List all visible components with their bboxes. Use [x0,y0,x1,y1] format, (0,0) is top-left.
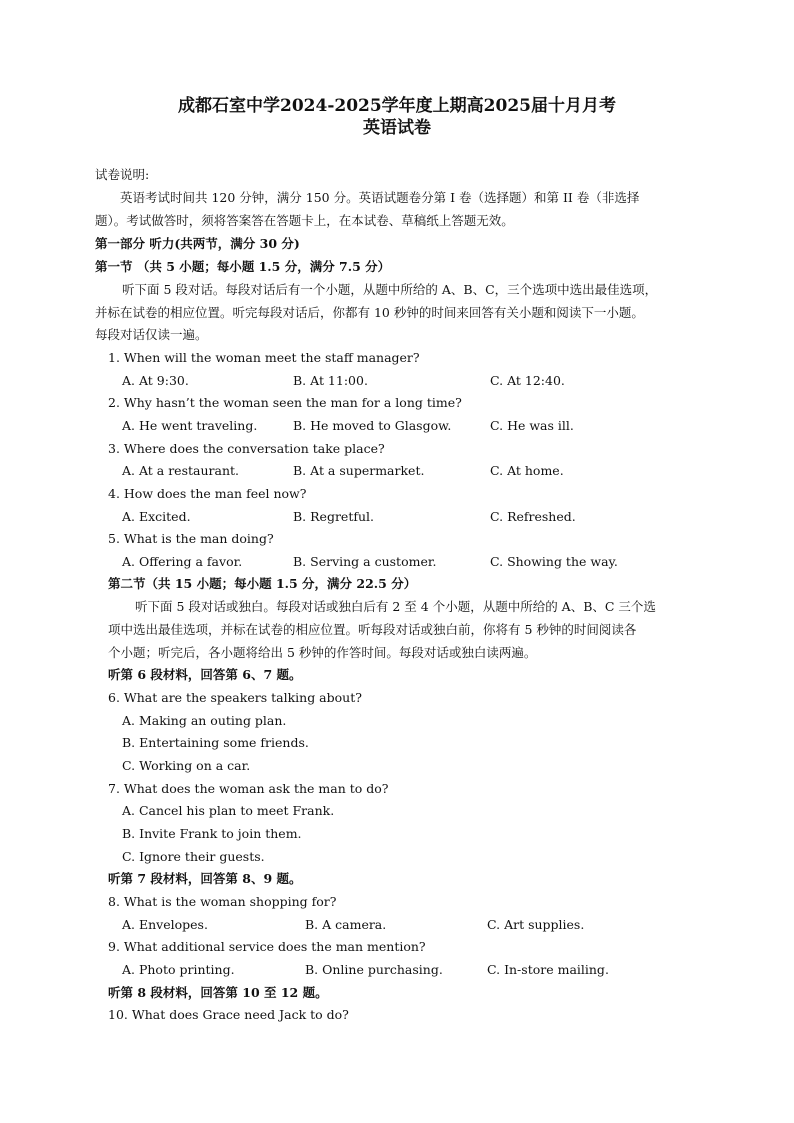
q9-option-c: C. In-store mailing. [487,962,609,977]
q7-option-c: C. Ignore their guests. [122,849,265,864]
q5-option-c: C. Showing the way. [490,554,618,569]
q4-option-c: C. Refreshed. [490,509,576,524]
q9-option-b: B. Online purchasing. [305,962,443,977]
section2-directions-1: 听下面 5 段对话或独白。每段对话或独白后有 2 至 4 个小题，从题中所给的 A、B、C 三个选 [135,599,656,614]
q6-option-c: C. Working on a car. [122,758,251,773]
section2-directions-3: 个小题；听完后，各小题将给出 5 秒钟的作答时间。每段对话或独白读两遍。 [108,645,537,660]
question-3: 3. Where does the conversation take place? [108,441,385,456]
q1-option-b: B. At 11:00. [293,373,368,388]
q8-option-b: B. A camera. [305,917,387,932]
exam-subtitle: 英语试卷 [363,118,431,138]
exam-title: 成都石室中学2024-2025学年度上期高2025届十月月考 [178,96,616,116]
instructions-label: 试卷说明: [95,167,150,182]
section1-directions-1: 听下面 5 段对话。每段对话后有一个小题，从题中所给的 A、B、C，三个选项中选出最佳选项， [122,282,658,297]
question-10: 10. What does Grace need Jack to do? [108,1007,349,1022]
q1-option-a: A. At 9:30. [122,373,189,388]
section1-heading: 第一节 （共 5 小题；每小题 1.5 分，满分 7.5 分） [95,259,391,274]
q3-option-c: C. At home. [490,463,564,478]
question-2: 2. Why hasn’t the woman seen the man for a long time? [108,395,462,410]
question-9: 9. What additional service does the man mention? [108,939,426,954]
q5-option-a: A. Offering a favor. [122,554,243,569]
question-4: 4. How does the man feel now? [108,486,307,501]
question-5: 5. What is the man doing? [108,531,274,546]
question-8: 8. What is the woman shopping for? [108,894,337,909]
q2-option-b: B. He moved to Glasgow. [293,418,452,433]
material-7-heading: 听第 7 段材料，回答第 8、9 题。 [108,871,302,886]
material-6-heading: 听第 6 段材料，回答第 6、7 题。 [108,667,302,682]
q9-option-a: A. Photo printing. [122,962,235,977]
q4-option-a: A. Excited. [122,509,191,524]
question-1: 1. When will the woman meet the staff manager? [108,350,420,365]
part1-heading: 第一部分 听力(共两节，满分 30 分) [95,236,300,251]
q6-option-b: B. Entertaining some friends. [122,735,309,750]
q1-option-c: C. At 12:40. [490,373,565,388]
question-7: 7. What does the woman ask the man to do? [108,781,389,796]
q6-option-a: A. Making an outing plan. [122,713,287,728]
instructions-text-1: 英语考试时间共 120 分钟，满分 150 分。英语试题卷分第 I 卷（选择题）和第 II 卷（非选择 [120,190,640,205]
q3-option-b: B. At a supermarket. [293,463,425,478]
q7-option-b: B. Invite Frank to join them. [122,826,302,841]
instructions-text-2: 题）。考试做答时，须将答案答在答题卡上，在本试卷、草稿纸上答题无效。 [95,213,514,228]
section2-heading: 第二节（共 15 小题；每小题 1.5 分，满分 22.5 分） [108,576,417,591]
q3-option-a: A. At a restaurant. [122,463,239,478]
q2-option-a: A. He went traveling. [122,418,258,433]
question-6: 6. What are the speakers talking about? [108,690,362,705]
section1-directions-2: 并标在试卷的相应位置。听完每段对话后，你都有 10 秒钟的时间来回答有关小题和阅读下一小题。 [95,305,644,320]
q8-option-a: A. Envelopes. [122,917,208,932]
q4-option-b: B. Regretful. [293,509,374,524]
section2-directions-2: 项中选出最佳选项，并标在试卷的相应位置。听每段对话或独白前，你将有 5 秒钟的时间阅读各 [108,622,637,637]
section1-directions-3: 每段对话仅读一遍。 [95,327,208,342]
q2-option-c: C. He was ill. [490,418,574,433]
q5-option-b: B. Serving a customer. [293,554,437,569]
q8-option-c: C. Art supplies. [487,917,585,932]
q7-option-a: A. Cancel his plan to meet Frank. [122,803,335,818]
material-8-heading: 听第 8 段材料，回答第 10 至 12 题。 [108,985,328,1000]
